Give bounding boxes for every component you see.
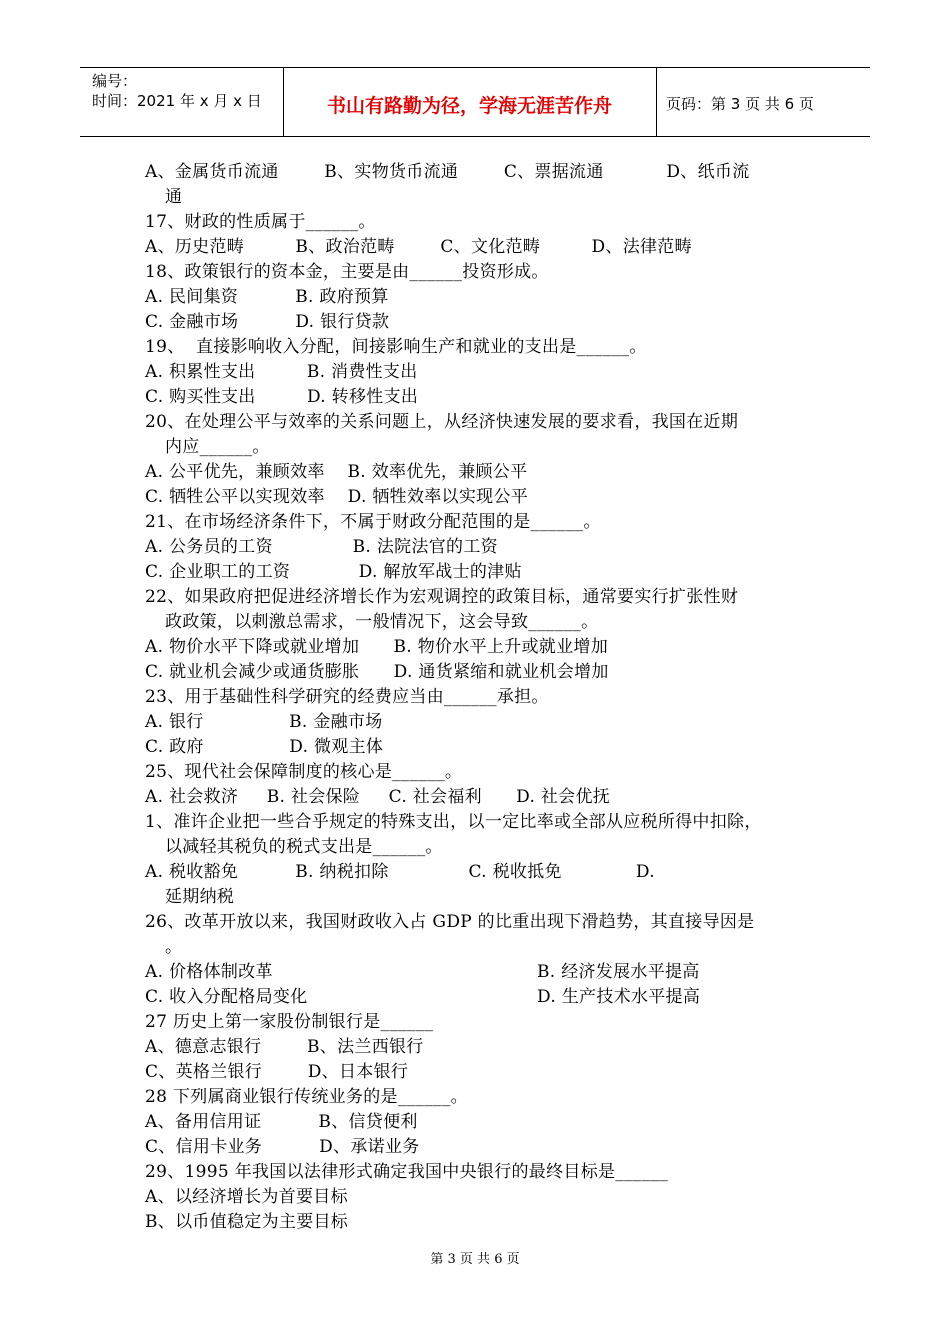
text-line: A. 公务员的工资 B. 法院法官的工资 [145,537,498,557]
text-line: A. 社会救济 B. 社会保险 C. 社会福利 D. 社会优抚 [145,787,611,807]
text-line: 27 历史上第一家股份制银行是______ [145,1012,434,1032]
text-line: A. 银行 B. 金融市场 [145,712,383,732]
page-footer: 第 3 页 共 6 页 [430,1252,520,1267]
text-line: A. 物价水平下降或就业增加 B. 物价水平上升或就业增加 [145,637,609,657]
page-info: 页码：第 3 页 共 6 页 [666,95,814,113]
text-line: C. 政府 D. 微观主体 [145,737,384,757]
text-line: C. 企业职工的工资 D. 解放军战士的津贴 [145,562,522,582]
header-meta-cell [80,68,284,136]
text-line: 延期纳税 [165,887,235,907]
text-line: B. 经济发展水平提高 [537,962,700,982]
number-label: 编号： [92,72,138,90]
text-line: C. 收入分配格局变化 [145,987,308,1007]
text-line: 1、准许企业把一些合乎规定的特殊支出，以一定比率或全部从应税所得中扣除， [145,812,762,832]
text-line: 17、财政的性质属于______。 [145,212,376,232]
text-line: 23、用于基础性科学研究的经费应当由______承担。 [145,687,549,707]
text-line: C. 金融市场 D. 银行贷款 [145,312,390,332]
text-line: B、以币值稳定为主要目标 [145,1212,349,1232]
text-line: 内应______。 [165,437,270,457]
text-line: A、金属货币流通 B、实物货币流通 C、票据流通 D、纸币流 [145,162,750,182]
text-line: A、德意志银行 B、法兰西银行 [145,1037,424,1057]
text-line: C、信用卡业务 D、承诺业务 [145,1137,420,1157]
text-line: C. 牺牲公平以实现效率 D. 牺牲效率以实现公平 [145,487,529,507]
motto-text: 书山有路勤为径，学海无涯苦作舟 [326,95,612,117]
text-line: 以减轻其税负的税式支出是______。 [165,837,443,857]
text-line: A. 公平优先，兼顾效率 B. 效率优先，兼顾公平 [145,462,528,482]
text-line: 18、政策银行的资本金，主要是由______投资形成。 [145,262,549,282]
text-line: 21、在市场经济条件下，不属于财政分配范围的是______。 [145,512,601,532]
text-line: 25、现代社会保障制度的核心是______。 [145,762,463,782]
text-line: A、历史范畴 B、政治范畴 C、文化范畴 D、法律范畴 [145,237,692,257]
text-line: C. 购买性支出 D. 转移性支出 [145,387,419,407]
header-page-cell [656,68,870,136]
text-line: 19、 直接影响收入分配，间接影响生产和就业的支出是______。 [145,337,647,357]
header-motto-cell [283,68,657,136]
text-line: 。 [165,937,183,957]
text-line: A. 民间集资 B. 政府预算 [145,287,389,307]
text-line: 26、改革开放以来，我国财政收入占 GDP 的比重出现下滑趋势，其直接导因是 [145,912,755,932]
date-label: 时间：2021 年 x 月 x 日 [92,92,262,110]
text-line: C、英格兰银行 D、日本银行 [145,1062,409,1082]
text-line: D. 生产技术水平提高 [537,987,701,1007]
text-line: 28 下列属商业银行传统业务的是______。 [145,1087,468,1107]
text-line: A. 积累性支出 B. 消费性支出 [145,362,418,382]
text-line: 20、在处理公平与效率的关系问题上，从经济快速发展的要求看，我国在近期 [145,412,739,432]
text-line: 22、如果政府把促进经济增长作为宏观调控的政策目标，通常要实行扩张性财 [145,587,739,607]
text-line: 29、1995 年我国以法律形式确定我国中央银行的最终目标是______ [145,1162,669,1182]
text-line: A、备用信用证 B、信贷便利 [145,1112,418,1132]
text-line: A. 税收豁免 B. 纳税扣除 C. 税收抵免 D. [145,862,655,882]
text-line: 通 [165,187,183,207]
text-line: A. 价格体制改革 [145,962,273,982]
text-line: A、以经济增长为首要目标 [145,1187,348,1207]
text-line: C. 就业机会减少或通货膨胀 D. 通货紧缩和就业机会增加 [145,662,609,682]
page-header [80,67,870,137]
text-line: 政政策，以刺激总需求，一般情况下，这会导致______。 [165,612,599,632]
